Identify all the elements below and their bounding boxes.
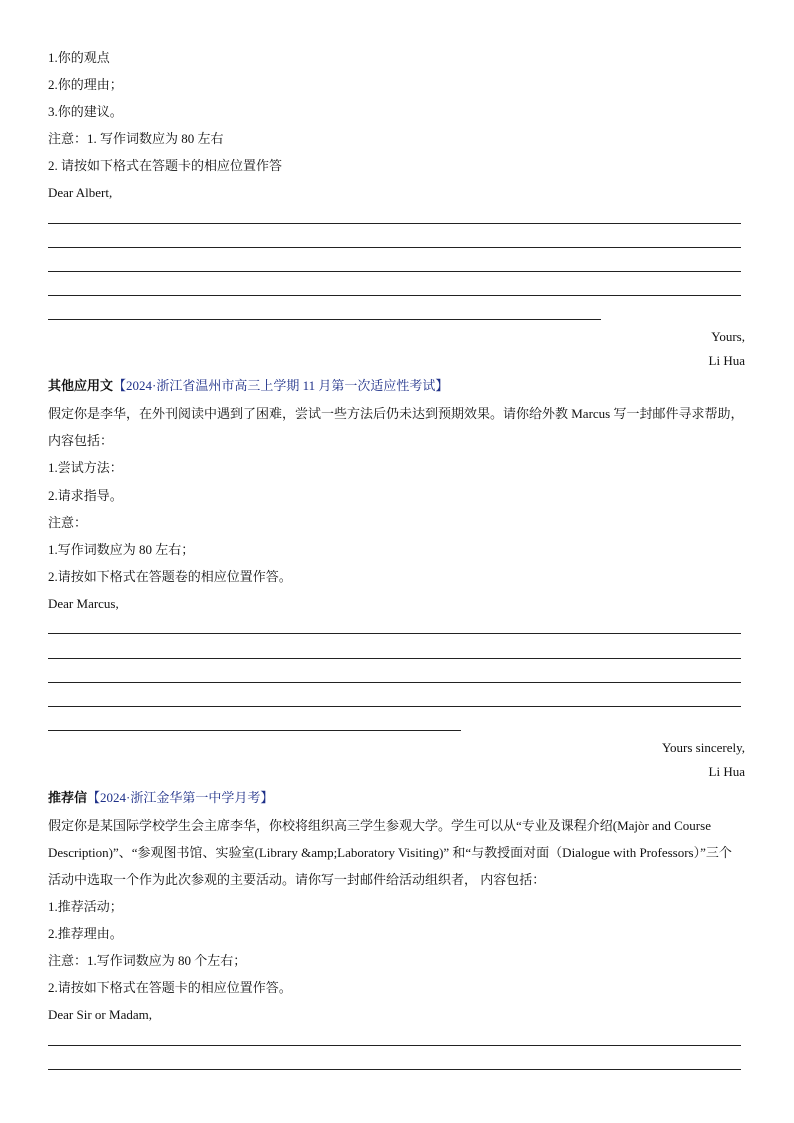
s3-salutation: Dear Sir or Madam,	[48, 1007, 152, 1022]
answer-line	[48, 223, 741, 224]
answer-line	[48, 319, 601, 320]
answer-line	[48, 1069, 741, 1070]
s1-line-4: 注意：1. 写作词数应为 80 左右	[48, 131, 224, 146]
s1-salutation: Dear Albert,	[48, 185, 113, 200]
s1-line-5: 2. 请按如下格式在答题卡的相应位置作答	[48, 158, 283, 173]
s2-salutation: Dear Marcus,	[48, 596, 119, 611]
answer-line	[48, 682, 741, 683]
s2-closing: Yours sincerely,	[661, 740, 745, 755]
answer-line	[48, 633, 741, 634]
s3-prompt: 假定你是某国际学校学生会主席李华，你校将组织高三学生参观大学。学生可以从“专业及课程介绍(Majòr and Course Description)”、“参观图书馆、实验室(Library &amp;Laboratory Visiting)” 和“与教授面对面（Dialogue with Professors）”三个活动中选取一个作为此次参观的主要活动。请你写一封邮件给活动组织者， 内容包括：	[48, 818, 732, 887]
s2-line-5: 2.请按如下格式在答题卷的相应位置作答。	[48, 569, 292, 584]
s2-heading-source: 【2024·浙江省温州市高三上学期 11 月第一次适应性考试】	[113, 378, 449, 393]
answer-line	[48, 730, 461, 731]
s2-heading-label: 其他应用文	[48, 378, 114, 393]
s2-line-2: 2.请求指导。	[48, 488, 123, 503]
s3-heading-source: 【2024·浙江金华第一中学月考】	[87, 790, 274, 805]
s2-heading	[48, 377, 448, 395]
s2-prompt: 假定你是李华，在外刊阅读中遇到了困难，尝试一些方法后仍未达到预期效果。请你给外教 Marcus 写一封邮件寻求帮助，内容包括：	[48, 406, 744, 448]
s2-line-3: 注意：	[48, 515, 88, 530]
s3-line-3: 注意：1.写作词数应为 80 个左右；	[48, 953, 247, 968]
s3-heading	[48, 789, 273, 807]
answer-line	[48, 271, 741, 272]
answer-line	[48, 658, 741, 659]
s1-signature: Li Hua	[708, 353, 745, 368]
s1-line-3: 3.你的建议。	[48, 104, 123, 119]
answer-line	[48, 247, 741, 248]
answer-line	[48, 706, 741, 707]
s2-line-4: 1.写作词数应为 80 左右；	[48, 542, 195, 557]
s3-heading-label: 推荐信	[48, 790, 88, 805]
s1-line-2: 2.你的理由；	[48, 77, 123, 92]
s1-line-1: 1.你的观点	[48, 50, 110, 65]
s1-closing: Yours,	[711, 329, 745, 344]
s2-signature: Li Hua	[708, 764, 745, 779]
answer-line	[48, 1045, 741, 1046]
s3-line-1: 1.推荐活动；	[48, 899, 123, 914]
s2-line-1: 1.尝试方法：	[48, 460, 123, 475]
answer-line	[48, 295, 741, 296]
s3-line-2: 2.推荐理由。	[48, 926, 123, 941]
s3-line-4: 2.请按如下格式在答题卡的相应位置作答。	[48, 980, 292, 995]
